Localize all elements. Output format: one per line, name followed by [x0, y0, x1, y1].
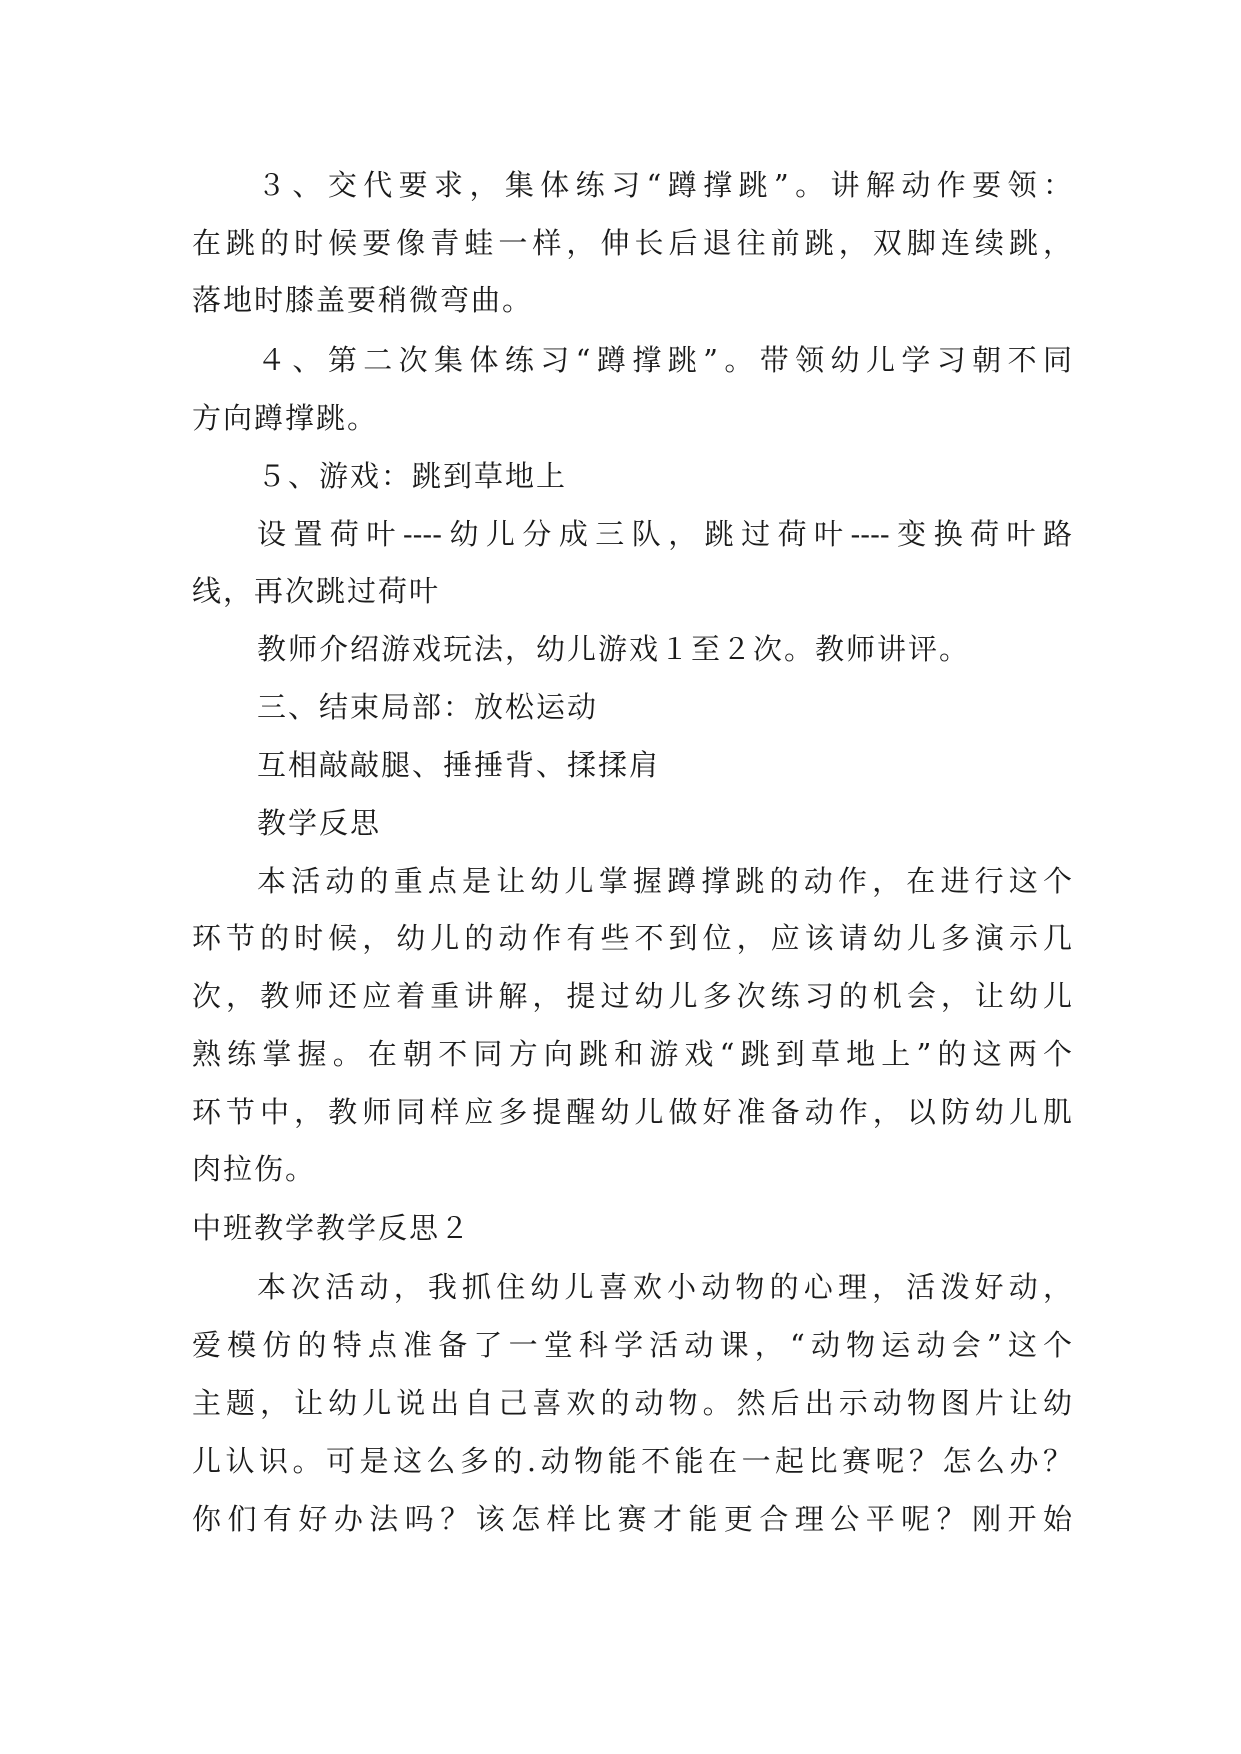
text-line: 方向蹲撑跳。 — [192, 401, 379, 435]
text-line: 落地时膝盖要稍微弯曲。 — [192, 283, 534, 317]
text-line: 线，再次跳过荷叶 — [192, 574, 441, 608]
text-line: 环节中，教师同样应多提醒幼儿做好准备动作，以防幼儿肌 — [192, 1095, 1072, 1129]
text-line: 教师介绍游戏玩法，幼儿游戏１至２次。教师讲评。 — [257, 632, 971, 666]
text-line: 在跳的时候要像青蛙一样，伸长后退往前跳，双脚连续跳， — [192, 226, 1072, 260]
text-line: ３、交代要求，集体练习“蹲撑跳”。讲解动作要领： — [257, 168, 1072, 202]
text-line: 儿认识。可是这么多的.动物能不能在一起比赛呢？怎么办？ — [192, 1444, 1072, 1478]
text-line: 爱模仿的特点准备了一堂科学活动课，“动物运动会”这个 — [192, 1328, 1072, 1362]
text-line: 设置荷叶----幼儿分成三队，跳过荷叶----变换荷叶路 — [257, 517, 1072, 551]
text-line: 你们有好办法吗？该怎样比赛才能更合理公平呢？刚开始 — [192, 1502, 1072, 1536]
text-line: 本活动的重点是让幼儿掌握蹲撑跳的动作，在进行这个 — [257, 864, 1072, 898]
text-line: 三、结束局部：放松运动 — [257, 690, 599, 724]
section-heading: 教学反思 — [257, 806, 382, 840]
text-line: 环节的时候，幼儿的动作有些不到位，应该请幼儿多演示几 — [192, 921, 1072, 955]
text-line: ４、第二次集体练习“蹲撑跳”。带领幼儿学习朝不同 — [257, 343, 1072, 377]
text-line: 熟练掌握。在朝不同方向跳和游戏“跳到草地上”的这两个 — [192, 1037, 1072, 1071]
text-line: 肉拉伤。 — [192, 1152, 317, 1186]
text-line: 互相敲敲腿、捶捶背、揉揉肩 — [257, 748, 661, 782]
text-line: 次，教师还应着重讲解，提过幼儿多次练习的机会，让幼儿 — [192, 979, 1072, 1013]
text-line: 主题，让幼儿说出自己喜欢的动物。然后出示动物图片让幼 — [192, 1386, 1072, 1420]
text-line: 本次活动，我抓住幼儿喜欢小动物的心理，活泼好动， — [257, 1270, 1072, 1304]
text-line: ５、游戏：跳到草地上 — [257, 459, 568, 493]
section-title: 中班教学教学反思２ — [192, 1211, 472, 1245]
